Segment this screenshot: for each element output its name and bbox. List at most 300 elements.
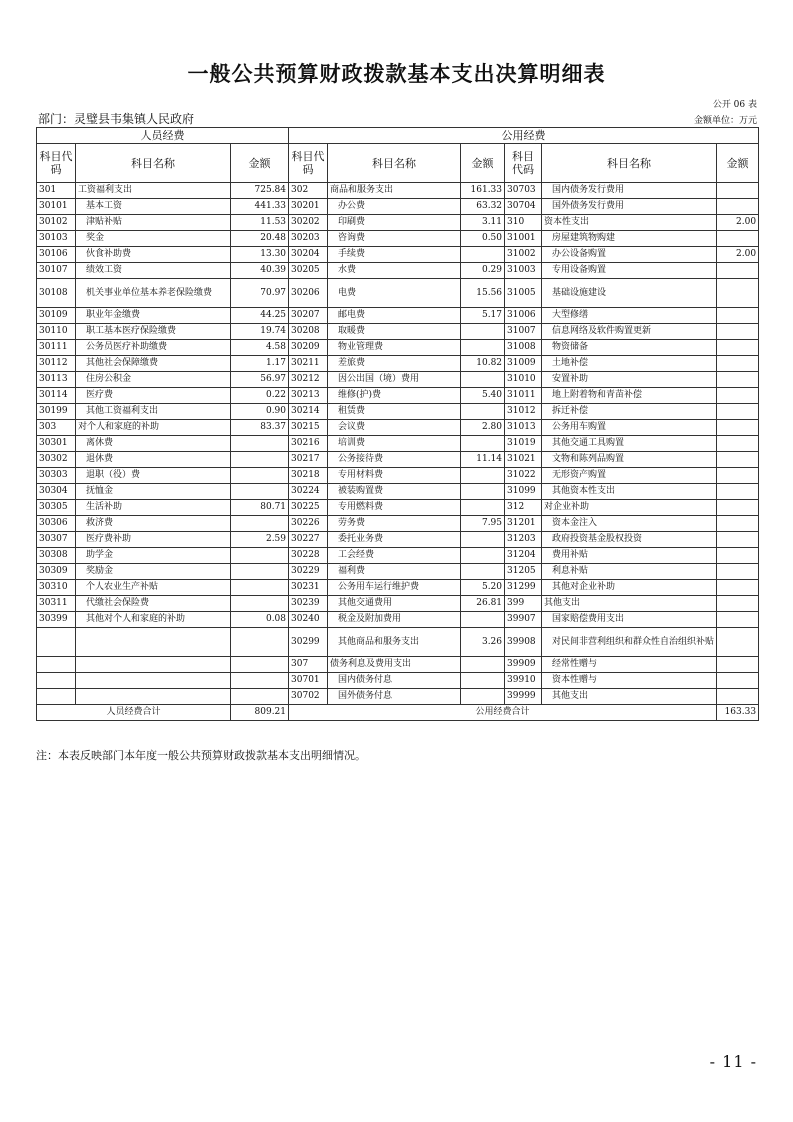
- public-item-amount: [461, 247, 505, 263]
- capital-item-amount: [717, 564, 759, 580]
- personnel-item-name: 医疗费补助: [76, 532, 231, 548]
- capital-item-amount: [717, 628, 759, 657]
- capital-item-code: 39908: [505, 628, 542, 657]
- capital-item-code: 31021: [505, 452, 542, 468]
- public-item-amount: 15.56: [461, 279, 505, 308]
- column-header-name: 科目名称: [328, 144, 461, 183]
- public-item-amount: [461, 612, 505, 628]
- personnel-item-amount: 19.74: [231, 324, 289, 340]
- personnel-item-name: 生活补助: [76, 500, 231, 516]
- personnel-item-code: 30114: [37, 388, 76, 404]
- public-total-label: 公用经费合计: [289, 705, 717, 721]
- capital-item-code: 31201: [505, 516, 542, 532]
- personnel-item-name: 绩效工资: [76, 263, 231, 279]
- personnel-item-code: 30305: [37, 500, 76, 516]
- personnel-item-name: 离休费: [76, 436, 231, 452]
- capital-item-code: 31099: [505, 484, 542, 500]
- personnel-item-amount: [231, 548, 289, 564]
- public-item-name: 被装购置费: [328, 484, 461, 500]
- column-header-name: 科目名称: [542, 144, 717, 183]
- table-row: [37, 308, 759, 324]
- personnel-item-name: 医疗费: [76, 388, 231, 404]
- personnel-item-name: 住房公积金: [76, 372, 231, 388]
- personnel-item-code: 30108: [37, 279, 76, 308]
- personnel-item-amount: 0.08: [231, 612, 289, 628]
- public-item-amount: [461, 468, 505, 484]
- public-item-code: 30226: [289, 516, 328, 532]
- personnel-item-name: 职业年金缴费: [76, 308, 231, 324]
- personnel-item-name: [76, 657, 231, 673]
- capital-item-code: 31009: [505, 356, 542, 372]
- table-row: [37, 247, 759, 263]
- capital-item-amount: [717, 452, 759, 468]
- public-item-name: 专用材料费: [328, 468, 461, 484]
- capital-item-code: 39909: [505, 657, 542, 673]
- capital-item-amount: [717, 263, 759, 279]
- table-row: [37, 340, 759, 356]
- personnel-item-code: 30107: [37, 263, 76, 279]
- table-row: [37, 452, 759, 468]
- public-item-name: 商品和服务支出: [328, 183, 461, 199]
- public-item-name: 手续费: [328, 247, 461, 263]
- column-header-amount: 金额: [231, 144, 289, 183]
- personnel-item-amount: [231, 657, 289, 673]
- capital-item-amount: [717, 612, 759, 628]
- public-item-name: 债务利息及费用支出: [328, 657, 461, 673]
- personnel-item-name: 其他对个人和家庭的补助: [76, 612, 231, 628]
- capital-item-name: 公务用车购置: [542, 420, 717, 436]
- table-row: [37, 532, 759, 548]
- public-item-amount: 11.14: [461, 452, 505, 468]
- capital-item-amount: [717, 468, 759, 484]
- public-item-name: 工会经费: [328, 548, 461, 564]
- personnel-item-amount: 4.58: [231, 340, 289, 356]
- personnel-item-amount: 56.97: [231, 372, 289, 388]
- capital-item-amount: [717, 673, 759, 689]
- table-row: [37, 356, 759, 372]
- capital-item-name: 国家赔偿费用支出: [542, 612, 717, 628]
- public-item-code: 30204: [289, 247, 328, 263]
- table-row: [37, 673, 759, 689]
- public-item-name: 取暖费: [328, 324, 461, 340]
- public-item-amount: 0.29: [461, 263, 505, 279]
- public-item-code: 30240: [289, 612, 328, 628]
- table-row: [37, 372, 759, 388]
- table-note: 注：本表反映部门本年度一般公共预算财政拨款基本支出明细情况。: [36, 749, 366, 762]
- public-item-name: 因公出国（境）费用: [328, 372, 461, 388]
- public-item-amount: [461, 564, 505, 580]
- public-item-name: 公务接待费: [328, 452, 461, 468]
- capital-item-amount: [717, 404, 759, 420]
- capital-item-code: 31002: [505, 247, 542, 263]
- personnel-item-amount: [231, 436, 289, 452]
- table-row: [37, 199, 759, 215]
- capital-item-name: 其他支出: [542, 596, 717, 612]
- public-item-code: 30203: [289, 231, 328, 247]
- table-row: [37, 628, 759, 657]
- column-header-amount: 金额: [717, 144, 759, 183]
- table-row: [37, 564, 759, 580]
- column-header-name: 科目名称: [76, 144, 231, 183]
- table-row: [37, 263, 759, 279]
- public-item-name: 劳务费: [328, 516, 461, 532]
- personnel-item-code: 30110: [37, 324, 76, 340]
- capital-item-code: 31007: [505, 324, 542, 340]
- public-item-name: 差旅费: [328, 356, 461, 372]
- capital-item-name: 利息补贴: [542, 564, 717, 580]
- capital-item-amount: [717, 308, 759, 324]
- table-row: [37, 580, 759, 596]
- public-item-amount: 10.82: [461, 356, 505, 372]
- personnel-item-code: 30310: [37, 580, 76, 596]
- capital-item-code: 31003: [505, 263, 542, 279]
- table-row: [37, 500, 759, 516]
- table-row: [37, 436, 759, 452]
- personnel-item-name: 个人农业生产补贴: [76, 580, 231, 596]
- capital-item-name: 政府投资基金股权投资: [542, 532, 717, 548]
- table-row: [37, 484, 759, 500]
- personnel-group-header: 人员经费: [37, 128, 289, 144]
- table-row: [37, 183, 759, 199]
- personnel-item-code: 30199: [37, 404, 76, 420]
- public-item-code: 30239: [289, 596, 328, 612]
- public-item-code: 30208: [289, 324, 328, 340]
- personnel-total-label: 人员经费合计: [37, 705, 231, 721]
- page-title: 一般公共预算财政拨款基本支出决算明细表: [187, 62, 606, 86]
- personnel-item-code: 30106: [37, 247, 76, 263]
- personnel-item-code: 30308: [37, 548, 76, 564]
- capital-item-amount: [717, 516, 759, 532]
- personnel-item-name: 代缴社会保险费: [76, 596, 231, 612]
- column-header-row: [37, 144, 759, 183]
- personnel-item-name: 奖励金: [76, 564, 231, 580]
- capital-item-code: 30703: [505, 183, 542, 199]
- capital-item-code: 31022: [505, 468, 542, 484]
- personnel-item-code: 301: [37, 183, 76, 199]
- public-item-name: 委托业务费: [328, 532, 461, 548]
- department-label: 部门：灵璧县韦集镇人民政府: [38, 112, 195, 126]
- personnel-item-amount: 20.48: [231, 231, 289, 247]
- column-header-code: 科目代码: [37, 144, 76, 183]
- capital-item-name: 资本性支出: [542, 215, 717, 231]
- public-item-name: 其他交通费用: [328, 596, 461, 612]
- personnel-item-code: 30302: [37, 452, 76, 468]
- capital-item-name: 其他交通工具购置: [542, 436, 717, 452]
- personnel-item-name: [76, 689, 231, 705]
- public-item-name: 其他商品和服务支出: [328, 628, 461, 657]
- public-group-header: 公用经费: [289, 128, 759, 144]
- capital-item-name: 大型修缮: [542, 308, 717, 324]
- table-row: [37, 468, 759, 484]
- public-item-name: 物业管理费: [328, 340, 461, 356]
- capital-item-amount: [717, 580, 759, 596]
- personnel-item-code: 30309: [37, 564, 76, 580]
- capital-item-code: 31204: [505, 548, 542, 564]
- capital-item-amount: [717, 689, 759, 705]
- capital-item-code: 39907: [505, 612, 542, 628]
- personnel-item-code: 30311: [37, 596, 76, 612]
- personnel-item-name: 工资福利支出: [76, 183, 231, 199]
- public-item-code: 30217: [289, 452, 328, 468]
- table-row: [37, 689, 759, 705]
- public-item-amount: 2.80: [461, 420, 505, 436]
- capital-item-name: 费用补贴: [542, 548, 717, 564]
- personnel-item-amount: [231, 628, 289, 657]
- personnel-item-name: 退职（役）费: [76, 468, 231, 484]
- personnel-item-code: 30113: [37, 372, 76, 388]
- personnel-item-code: 30304: [37, 484, 76, 500]
- capital-item-code: 31299: [505, 580, 542, 596]
- personnel-item-code: 30103: [37, 231, 76, 247]
- public-item-name: 国外债务付息: [328, 689, 461, 705]
- capital-item-name: 其他支出: [542, 689, 717, 705]
- personnel-item-code: [37, 657, 76, 673]
- personnel-item-name: 退休费: [76, 452, 231, 468]
- public-item-amount: 7.95: [461, 516, 505, 532]
- public-item-amount: 26.81: [461, 596, 505, 612]
- capital-item-amount: [717, 356, 759, 372]
- public-item-amount: 5.40: [461, 388, 505, 404]
- public-item-amount: 0.50: [461, 231, 505, 247]
- public-item-amount: 63.32: [461, 199, 505, 215]
- personnel-item-name: [76, 628, 231, 657]
- personnel-item-amount: [231, 689, 289, 705]
- public-item-amount: [461, 657, 505, 673]
- public-item-amount: [461, 532, 505, 548]
- capital-item-amount: 2.00: [717, 247, 759, 263]
- public-item-name: 邮电费: [328, 308, 461, 324]
- capital-item-code: 31019: [505, 436, 542, 452]
- personnel-item-code: 30306: [37, 516, 76, 532]
- personnel-item-code: 30109: [37, 308, 76, 324]
- capital-item-code: 310: [505, 215, 542, 231]
- public-item-amount: [461, 372, 505, 388]
- public-item-code: 30207: [289, 308, 328, 324]
- capital-item-code: 31006: [505, 308, 542, 324]
- table-row: [37, 231, 759, 247]
- public-item-name: 咨询费: [328, 231, 461, 247]
- personnel-item-code: 30102: [37, 215, 76, 231]
- personnel-item-name: 津贴补贴: [76, 215, 231, 231]
- personnel-item-code: 30399: [37, 612, 76, 628]
- personnel-item-name: 对个人和家庭的补助: [76, 420, 231, 436]
- capital-item-amount: [717, 657, 759, 673]
- public-item-code: 30701: [289, 673, 328, 689]
- capital-item-name: 资本性赠与: [542, 673, 717, 689]
- public-item-code: 30224: [289, 484, 328, 500]
- public-item-code: 30229: [289, 564, 328, 580]
- public-item-amount: [461, 673, 505, 689]
- personnel-item-code: 30111: [37, 340, 76, 356]
- personnel-item-amount: 725.84: [231, 183, 289, 199]
- capital-item-amount: [717, 500, 759, 516]
- page-number: - 11 -: [709, 1052, 757, 1071]
- personnel-item-amount: [231, 484, 289, 500]
- personnel-item-code: 30112: [37, 356, 76, 372]
- public-item-amount: [461, 340, 505, 356]
- public-item-code: 30205: [289, 263, 328, 279]
- capital-item-amount: [717, 324, 759, 340]
- personnel-total-amount: 809.21: [231, 705, 289, 721]
- personnel-item-code: 30301: [37, 436, 76, 452]
- public-item-code: 30211: [289, 356, 328, 372]
- capital-item-amount: 2.00: [717, 215, 759, 231]
- public-item-name: 租赁费: [328, 404, 461, 420]
- capital-item-code: 31012: [505, 404, 542, 420]
- public-item-code: 30228: [289, 548, 328, 564]
- capital-item-code: 31008: [505, 340, 542, 356]
- capital-item-code: 31005: [505, 279, 542, 308]
- public-item-name: 专用燃料费: [328, 500, 461, 516]
- public-item-amount: 161.33: [461, 183, 505, 199]
- personnel-item-amount: 0.90: [231, 404, 289, 420]
- personnel-item-code: 30101: [37, 199, 76, 215]
- personnel-item-amount: 1.17: [231, 356, 289, 372]
- public-item-amount: 5.17: [461, 308, 505, 324]
- amount-unit-label: 金额单位：万元: [693, 116, 757, 126]
- capital-item-name: 其他资本性支出: [542, 484, 717, 500]
- table-row: [37, 516, 759, 532]
- form-number: 公开 06 表: [712, 100, 757, 110]
- public-item-code: 30212: [289, 372, 328, 388]
- capital-item-amount: [717, 532, 759, 548]
- personnel-item-code: 303: [37, 420, 76, 436]
- personnel-item-name: 奖金: [76, 231, 231, 247]
- public-item-name: 办公费: [328, 199, 461, 215]
- table-row: [37, 279, 759, 308]
- capital-item-name: 无形资产购置: [542, 468, 717, 484]
- personnel-item-amount: [231, 452, 289, 468]
- public-item-code: 30202: [289, 215, 328, 231]
- capital-item-amount: [717, 436, 759, 452]
- personnel-item-name: 基本工资: [76, 199, 231, 215]
- public-item-code: 30227: [289, 532, 328, 548]
- personnel-item-name: 其他工资福利支出: [76, 404, 231, 420]
- capital-item-amount: [717, 388, 759, 404]
- table-row: [37, 215, 759, 231]
- table-row: [37, 596, 759, 612]
- public-item-code: 30213: [289, 388, 328, 404]
- public-item-code: 30225: [289, 500, 328, 516]
- personnel-item-amount: 83.37: [231, 420, 289, 436]
- public-item-code: 30215: [289, 420, 328, 436]
- capital-item-name: 对民间非营利组织和群众性自治组织补贴: [542, 628, 717, 657]
- capital-item-name: 基础设施建设: [542, 279, 717, 308]
- capital-item-code: 312: [505, 500, 542, 516]
- group-header-row: [37, 128, 759, 144]
- capital-item-name: 文物和陈列品购置: [542, 452, 717, 468]
- capital-item-name: 国内债务发行费用: [542, 183, 717, 199]
- public-item-name: 电费: [328, 279, 461, 308]
- public-item-name: 公务用车运行维护费: [328, 580, 461, 596]
- personnel-item-amount: [231, 564, 289, 580]
- table-row: [37, 388, 759, 404]
- public-item-code: 30206: [289, 279, 328, 308]
- capital-item-name: 信息网络及软件购置更新: [542, 324, 717, 340]
- column-header-code: 科目代码: [505, 144, 542, 183]
- personnel-item-amount: 0.22: [231, 388, 289, 404]
- public-total-amount: 163.33: [717, 705, 759, 721]
- public-item-code: 307: [289, 657, 328, 673]
- personnel-item-code: [37, 628, 76, 657]
- capital-item-code: 31205: [505, 564, 542, 580]
- capital-item-name: 土地补偿: [542, 356, 717, 372]
- public-item-name: 税金及附加费用: [328, 612, 461, 628]
- public-item-code: 302: [289, 183, 328, 199]
- capital-item-amount: [717, 199, 759, 215]
- capital-item-name: 其他对企业补助: [542, 580, 717, 596]
- personnel-item-amount: [231, 580, 289, 596]
- personnel-item-amount: 44.25: [231, 308, 289, 324]
- personnel-item-name: 助学金: [76, 548, 231, 564]
- capital-item-name: 办公设备购置: [542, 247, 717, 263]
- personnel-item-amount: [231, 468, 289, 484]
- capital-item-amount: [717, 420, 759, 436]
- personnel-item-name: 职工基本医疗保险缴费: [76, 324, 231, 340]
- personnel-item-code: 30303: [37, 468, 76, 484]
- public-item-code: 30209: [289, 340, 328, 356]
- personnel-item-name: [76, 673, 231, 689]
- personnel-item-code: [37, 673, 76, 689]
- public-item-code: 30299: [289, 628, 328, 657]
- personnel-item-amount: 441.33: [231, 199, 289, 215]
- capital-item-name: 物资储备: [542, 340, 717, 356]
- public-item-code: 30201: [289, 199, 328, 215]
- table-row: [37, 404, 759, 420]
- public-item-name: 福利费: [328, 564, 461, 580]
- public-item-amount: [461, 689, 505, 705]
- public-item-amount: [461, 324, 505, 340]
- personnel-item-name: 抚恤金: [76, 484, 231, 500]
- public-item-name: 维修(护)费: [328, 388, 461, 404]
- public-item-name: 培训费: [328, 436, 461, 452]
- capital-item-code: 31013: [505, 420, 542, 436]
- public-item-amount: [461, 484, 505, 500]
- public-item-name: 会议费: [328, 420, 461, 436]
- personnel-item-amount: 40.39: [231, 263, 289, 279]
- personnel-item-name: 机关事业单位基本养老保险缴费: [76, 279, 231, 308]
- capital-item-name: 国外债务发行费用: [542, 199, 717, 215]
- capital-item-amount: [717, 484, 759, 500]
- public-item-code: 30218: [289, 468, 328, 484]
- personnel-item-amount: [231, 516, 289, 532]
- table-row: [37, 548, 759, 564]
- personnel-item-amount: 2.59: [231, 532, 289, 548]
- personnel-item-code: [37, 689, 76, 705]
- column-header-amount: 金额: [461, 144, 505, 183]
- personnel-item-amount: [231, 596, 289, 612]
- public-item-amount: [461, 436, 505, 452]
- capital-item-amount: [717, 596, 759, 612]
- capital-item-amount: [717, 183, 759, 199]
- capital-item-name: 拆迁补偿: [542, 404, 717, 420]
- capital-item-name: 经常性赠与: [542, 657, 717, 673]
- capital-item-code: 31011: [505, 388, 542, 404]
- personnel-item-amount: 80.71: [231, 500, 289, 516]
- capital-item-code: 399: [505, 596, 542, 612]
- capital-item-name: 房屋建筑物购建: [542, 231, 717, 247]
- personnel-item-amount: [231, 673, 289, 689]
- public-item-code: 30214: [289, 404, 328, 420]
- personnel-item-amount: 70.97: [231, 279, 289, 308]
- public-item-name: 国内债务付息: [328, 673, 461, 689]
- personnel-item-amount: 11.53: [231, 215, 289, 231]
- capital-item-amount: [717, 372, 759, 388]
- public-item-name: 水费: [328, 263, 461, 279]
- personnel-item-name: 其他社会保障缴费: [76, 356, 231, 372]
- capital-item-code: 30704: [505, 199, 542, 215]
- personnel-item-amount: 13.30: [231, 247, 289, 263]
